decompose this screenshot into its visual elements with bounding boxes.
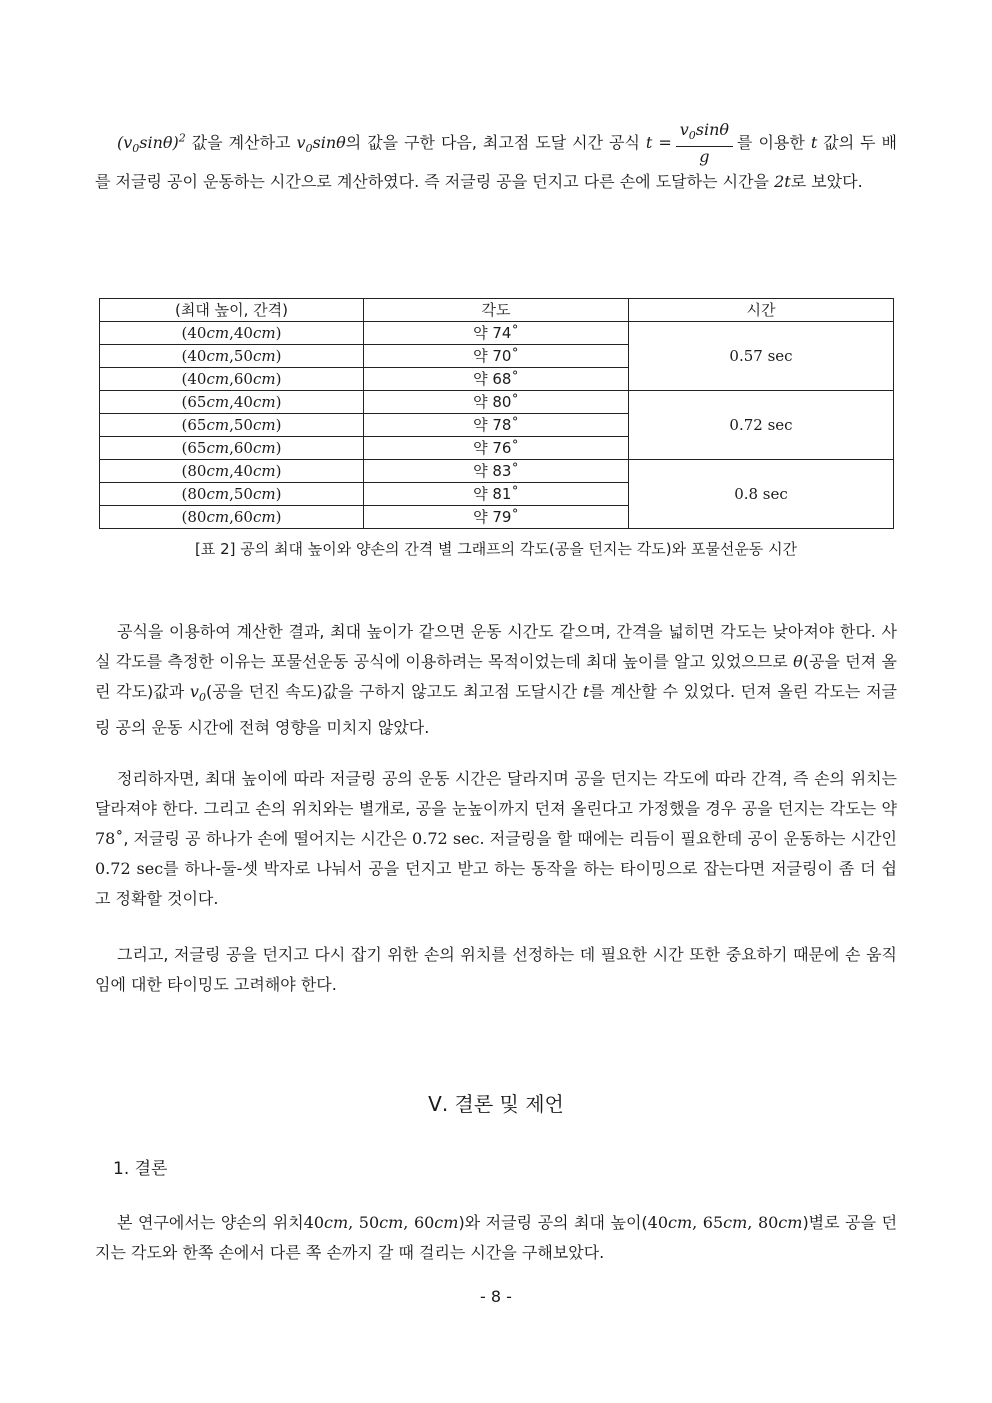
table-body [100, 322, 894, 529]
cell-height-gap: (65cm,60cm) [100, 437, 364, 460]
cell-height-gap: (40cm,40cm) [100, 322, 364, 345]
cell-height-gap: (40cm,50cm) [100, 345, 364, 368]
cell-height-gap: (65cm,40cm) [100, 391, 364, 414]
table-header-row [100, 299, 894, 322]
cell-height-gap: (65cm,50cm) [100, 414, 364, 437]
cell-angle: 약 80˚ [364, 391, 629, 414]
cell-height-gap: (80cm,60cm) [100, 506, 364, 529]
header-time: 시간 [629, 299, 894, 322]
paragraph-result-1: 공식을 이용하여 계산한 결과, 최대 높이가 같으면 운동 시간도 같으며, 간격을 넓히면 각도는 낮아져야 한다. 사실 각도를 측정한 이유는 포물선운동 공식에 이용하려는 목적이었는데 최대 높이를 알고 있었으므로 θ(공을 던져 올린 각도)값과 $v_0$(공을 던진 속도)값을 구하지 않고도 최고점 도달시간 t를 계산할 수 있었다. 던져 올린 각도는 저글링 공의 운동 시간에 전혀 영향을 미치지 않았다. [95, 622, 897, 738]
cell-time: 0.8 sec [629, 460, 894, 529]
subsection-heading: 1. 결론 [113, 1159, 168, 1179]
cell-angle: 약 83˚ [364, 460, 629, 483]
paragraph-conclusion: 본 연구에서는 양손의 위치40cm, 50cm, 60cm)와 저글링 공의 최대 높이(40cm, 65cm, 80cm)별로 공을 던지는 각도와 한쪽 손에서 다른 쪽 손까지 갈 때 걸리는 시간을 구해보았다. [95, 1213, 898, 1262]
page-number: - 8 - [480, 1287, 512, 1306]
table-caption: [표 2] 공의 최대 높이와 양손의 간격 별 그래프의 각도(공을 던지는 각도)와 포물선운동 시간 [194, 540, 798, 558]
cell-angle: 약 74˚ [364, 322, 629, 345]
formula-2t: 2t [774, 172, 791, 192]
cell-height-gap: (40cm,60cm) [100, 368, 364, 391]
cell-angle: 약 76˚ [364, 437, 629, 460]
cell-angle: 약 79˚ [364, 506, 629, 529]
cell-angle: 약 70˚ [364, 345, 629, 368]
formula-v0-sin-squared: $(v_0\sin\theta)^2$ [117, 131, 186, 156]
cell-angle: 약 68˚ [364, 368, 629, 391]
paragraph-timing: 그리고, 저글링 공을 던지고 다시 잡기 위한 손의 위치를 선정하는 데 필요한 시간 또한 중요하기 때문에 손 움직임에 대한 타이밍도 고려해야 한다. [95, 945, 897, 994]
angle-time-table [99, 298, 894, 529]
header-angle: 각도 [364, 299, 629, 322]
cell-time: 0.57 sec [629, 322, 894, 391]
header-height-gap: (최대 높이, 간격) [100, 299, 364, 322]
section-heading: Ⅴ. 결론 및 제언 [428, 1092, 564, 1116]
cell-height-gap: (80cm,40cm) [100, 460, 364, 483]
formula-t-equals: t = [645, 133, 672, 153]
table-row [100, 322, 894, 345]
formula-v0-sin: $v_0\sin\theta$ [296, 133, 346, 156]
paragraph-summary: 정리하자면, 최대 높이에 따라 저글링 공의 운동 시간은 달라지며 공을 던지는 각도에 따라 간격, 즉 손의 위치는 달라져야 한다. 그리고 손의 위치와는 별개로, 공을 눈높이까지 던져 올린다고 가정했을 경우 공을 던지는 각도는 약 78˚, 저글링 공 하나가 손에 떨어지는 시간은 0.72 sec. 저글링을 할 때에는 리듬이 필요한데 공이 운동하는 시간인 0.72 sec를 하나-둘-셋 박자로 나눠서 공을 던지고 받고 하는 동작을 하는 타이밍으로 잡는다면 저글링이 좀 더 쉽고 정확할 것이다. [95, 769, 898, 908]
cell-angle: 약 78˚ [364, 414, 629, 437]
formula-fraction: $\frac{v_0\sin\theta}{g}$ [676, 120, 733, 167]
cell-angle: 약 81˚ [364, 483, 629, 506]
cell-time: 0.72 sec [629, 391, 894, 460]
paragraph-formula-method: $(v_0\sin\theta)^2$ 값을 계산하고 $v_0\sin\theta$의 값을 구한 다음, 최고점 도달 시간 공식 t = $\frac{v_0\sin\theta}{g}$ 를 이용한 t 값의 두 배를 저글링 공이 운동하는 시간으로 계산하였다. 즉 저글링 공을 던지고 다른 손에 도달하는 시간을 2t로 보았다. [95, 120, 898, 192]
table-row [100, 460, 894, 483]
table-row [100, 391, 894, 414]
cell-height-gap: (80cm,50cm) [100, 483, 364, 506]
